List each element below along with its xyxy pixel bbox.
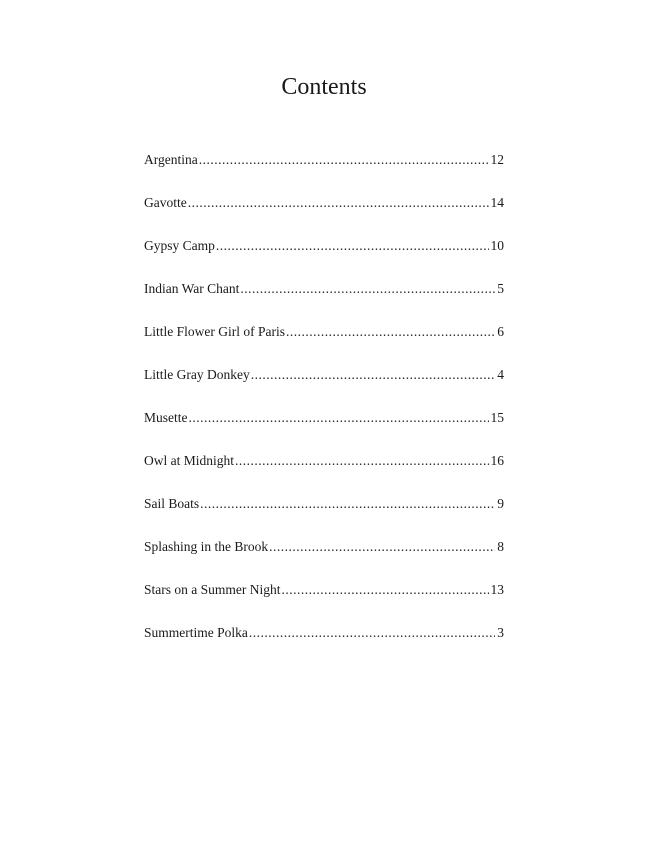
- toc-entry-page: 4: [497, 367, 504, 382]
- page-title: Contents: [281, 74, 367, 100]
- toc-entry-title: Splashing in the Brook: [144, 539, 269, 554]
- toc-entry-title: Indian War Chant: [144, 281, 240, 296]
- toc-dot-leader: [200, 494, 495, 514]
- toc-entry-title: Sail Boats: [144, 496, 200, 511]
- toc-entry: [144, 623, 504, 666]
- toc-entry-title: Little Gray Donkey: [144, 367, 250, 382]
- toc-entry: [144, 537, 504, 580]
- table-of-contents: [144, 150, 504, 666]
- toc-entry-title: Gypsy Camp: [144, 238, 215, 253]
- toc-dot-leader: [251, 365, 496, 385]
- toc-dot-leader: [269, 537, 495, 557]
- toc-entry-page: 13: [490, 582, 504, 597]
- toc-dot-leader: [286, 322, 495, 342]
- toc-entry-title: Musette: [144, 410, 188, 425]
- toc-entry-page: 15: [490, 410, 504, 425]
- toc-dot-leader: [282, 580, 489, 600]
- toc-entry: [144, 193, 504, 236]
- toc-entry-page: 16: [490, 453, 504, 468]
- toc-entry-title: Argentina: [144, 152, 198, 167]
- toc-dot-leader: [240, 279, 495, 299]
- toc-entry-page: 6: [497, 324, 504, 339]
- toc-entry: [144, 365, 504, 408]
- toc-entry-title: Owl at Midnight: [144, 453, 234, 468]
- toc-entry-title: Little Flower Girl of Paris: [144, 324, 285, 339]
- toc-entry-page: 3: [497, 625, 504, 640]
- toc-dot-leader: [189, 408, 489, 428]
- toc-entry-page: 9: [497, 496, 504, 511]
- toc-dot-leader: [235, 451, 489, 471]
- toc-entry-title: Gavotte: [144, 195, 187, 210]
- toc-entry-page: 14: [490, 195, 504, 210]
- toc-entry-title: Stars on a Summer Night: [144, 582, 281, 597]
- toc-entry: [144, 279, 504, 322]
- toc-entry: [144, 451, 504, 494]
- toc-entry: [144, 236, 504, 279]
- toc-dot-leader: [249, 623, 495, 643]
- toc-dot-leader: [216, 236, 489, 256]
- toc-dot-leader: [188, 193, 489, 213]
- toc-entry-title: Summertime Polka: [144, 625, 248, 640]
- toc-dot-leader: [199, 150, 489, 170]
- toc-entry: [144, 322, 504, 365]
- toc-entry: [144, 150, 504, 193]
- toc-entry: [144, 408, 504, 451]
- toc-entry-page: 10: [490, 238, 504, 253]
- toc-entry: [144, 580, 504, 623]
- toc-entry: [144, 494, 504, 537]
- toc-entry-page: 12: [490, 152, 504, 167]
- toc-entry-page: 5: [497, 281, 504, 296]
- toc-entry-page: 8: [497, 539, 504, 554]
